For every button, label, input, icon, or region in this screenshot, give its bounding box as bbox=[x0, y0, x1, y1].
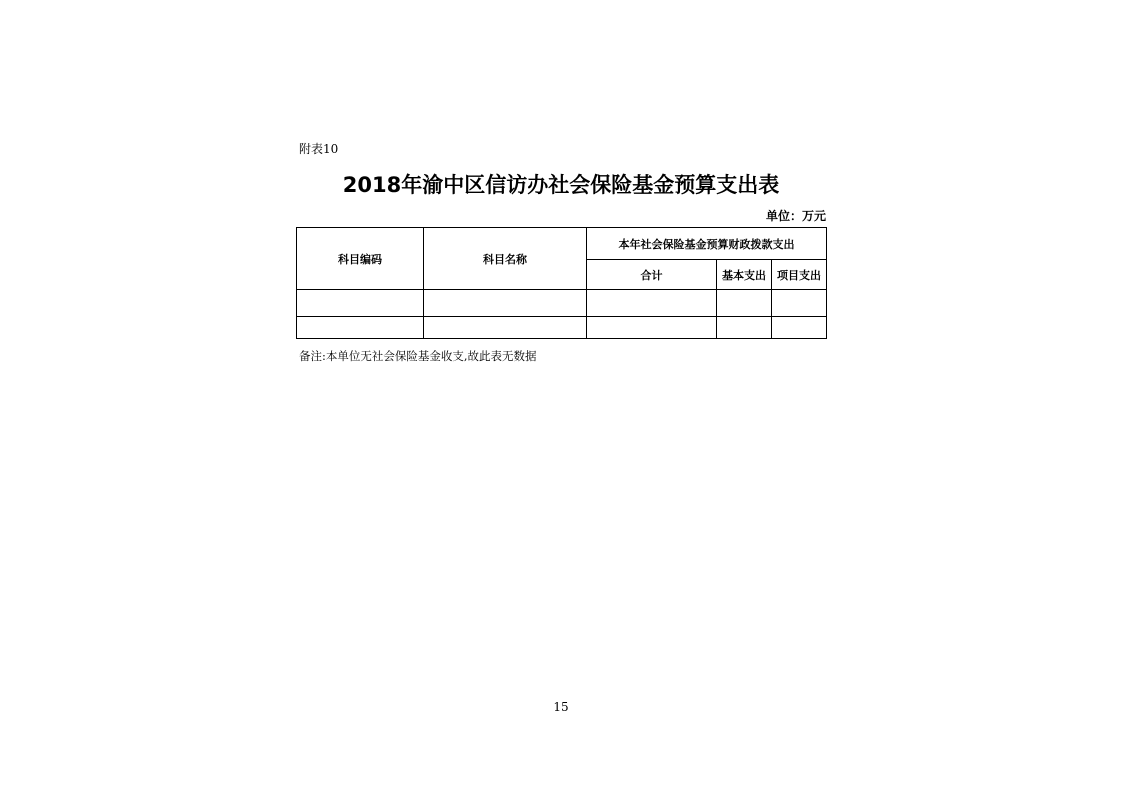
table-note: 备注:本单位无社会保险基金收支,故此表无数据 bbox=[299, 349, 537, 363]
header-total: 合计 bbox=[587, 260, 717, 290]
header-expenditure-group: 本年社会保险基金预算财政拨款支出 bbox=[587, 228, 827, 260]
budget-table bbox=[296, 227, 827, 339]
table-cell bbox=[587, 317, 717, 339]
table-cell bbox=[717, 317, 772, 339]
table-cell bbox=[772, 290, 827, 317]
unit-label: 单位：万元 bbox=[765, 209, 826, 223]
table-row bbox=[297, 317, 827, 339]
table-cell bbox=[297, 317, 424, 339]
table-cell bbox=[424, 290, 587, 317]
table-cell bbox=[717, 290, 772, 317]
page-number: 15 bbox=[553, 700, 569, 714]
table-row bbox=[297, 290, 827, 317]
table-cell bbox=[772, 317, 827, 339]
header-project-expenditure: 项目支出 bbox=[772, 260, 827, 290]
header-basic-expenditure: 基本支出 bbox=[717, 260, 772, 290]
appendix-label: 附表10 bbox=[299, 142, 339, 156]
table-header-row bbox=[297, 228, 827, 260]
table-cell bbox=[587, 290, 717, 317]
page-title: 2018年渝中区信访办社会保险基金预算支出表 bbox=[342, 173, 780, 197]
table-cell bbox=[297, 290, 424, 317]
table-cell bbox=[424, 317, 587, 339]
header-subject-name: 科目名称 bbox=[424, 228, 587, 290]
header-subject-code: 科目编码 bbox=[297, 228, 424, 290]
